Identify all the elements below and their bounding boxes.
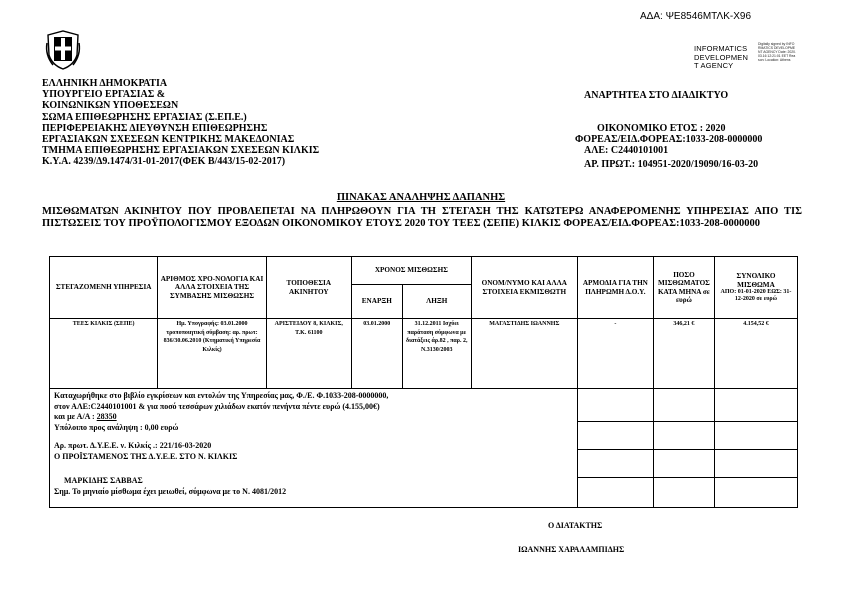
document-title: ΠΙΝΑΚΑΣ ΑΝΑΛΗΨΗΣ ΔΑΠΑΝΗΣ xyxy=(336,192,506,203)
issuer-header: ΕΛΛΗΝΙΚΗ ΔΗΜΟΚΡΑΤΙΑ ΥΠΟΥΡΓΕΙΟ ΕΡΓΑΣΙΑΣ & ΚΟΙΝΩΝΙΚΩΝ ΥΠΟΘΕΣΕΩΝ ΣΩΜΑ ΕΠΙΘΕΩΡΗΣΗΣ ΕΡΓΑΣΙΑΣ (Σ.ΕΠ.Ε.) ΠΕΡΙΦΕΡΕΙΑΚΗΣ ΔΙΕΥΘΥΝΣΗ ΕΠΙΘΕΩΡΗΣΗΣ ΕΡΓΑΣΙΑΚΩΝ ΣΧΕΣΕΩΝ ΚΕΝΤΡΙΚΗΣ ΜΑΚΕΔΟΝΙΑΣ ΤΜΗΜΑ ΕΠΙΘΕΩΡΗΣΗΣ ΕΡΓΑΣΙΑΚΩΝ ΣΧΕΣΕΩΝ ΚΙΛΚΙΣ Κ.Υ.Α. 4239/Δ9.1474/31-01-2017(ΦΕΚ Β/443/15-02-2017) xyxy=(42,78,320,168)
greek-emblem-icon xyxy=(44,29,82,71)
header-total: ΣΥΝΟΛΙΚΟ ΜΙΣΘΩΜΑ ΑΠΟ: 01-01-2020 ΕΩΣ: 31-12-2020 σε ευρώ xyxy=(714,257,797,319)
cell-owner: ΜΑΓΑΣΤΙΔΗΣ ΙΩΑΝΝΗΣ xyxy=(471,319,577,389)
header-contract: ΑΡΙΘΜΟΣ ΧΡΟ-ΝΟΛΟΓΙΑ ΚΑΙ ΑΛΛΑ ΣΤΟΙΧΕΙΑ ΤΗΣ ΣΥΜΒΑΣΗΣ ΜΙΣΘΩΣΗΣ xyxy=(158,257,266,319)
expense-table xyxy=(49,256,798,508)
document-subtitle: ΜΙΣΘΩΜΑΤΩΝ ΑΚΙΝΗΤΟΥ ΠΟΥ ΠΡΟΒΛΕΠΕΤΑΙ ΝΑ ΠΛΗΡΩΘΟΥΝ ΓΙΑ ΤΗ ΣΤΕΓΑΣΗ ΤΗΣ ΚΑΤΩΤΕΡΩ ΑΝΑΦΕΡΟΜΕΝΗΣ ΥΠΗΡΕΣΙΑΣ ΑΠΟ ΤΙΣ ΠΙΣΤΩΣΕΙΣ ΤΟΥ ΠΡΟΫΠΟΛΟΓΙΣΜΟΥ ΕΞΟΔΩΝ ΟΙΚΟΝΟΜΙΚΟΥ ΕΤΟΥΣ 2020 ΤΟΥ ΤΕΕΣ (ΣΕΠΕ) ΚΙΛΚΙΣ ΦΟΡΕΑΣ/ΕΙΔ.ΦΟΡΕΑΣ:1033-208-0000000 xyxy=(42,206,802,229)
cell-authority: - xyxy=(577,319,653,389)
header-authority: ΑΡΜΟΔΙΑ ΓΙΑ ΤΗΝ ΠΛΗΡΩΜΗ Δ.Ο.Υ. xyxy=(577,257,653,319)
cell-total: 4.154,52 € xyxy=(714,319,797,389)
table-row xyxy=(50,319,798,389)
cell-location: ΑΡΙΣΤΕΙΔΟΥ 8, ΚΙΛΚΙΣ, Τ.Κ. 61100 xyxy=(266,319,351,389)
registration-notes: Καταχωρήθηκε στο βιβλίο εγκρίσεων και εντολών της Υπηρεσίας μας, Φ./Ε. Φ.1033-208-0000000, στον ΑΛΕ:C2440101001 & για ποσό τεσσάρων χιλιάδων εκατόν πενήντα πέντε ευρώ (4.155,00€) και με Α/Α : 28350 Υπόλοιπο προς ανάληψη : 0,00 ευρώ Αρ. πρωτ. Δ.Υ.Ε.Ε. ν. Κιλκίς .: 221/16-03-2020 Ο ΠΡΟΪΣΤΑΜΕΝΟΣ ΤΗΣ Δ.Υ.Ε.Ε. ΣΤΟ Ν. ΚΙΛΚΙΣ ΜΑΡΚΙΔΗΣ ΣΑΒΒΑΣ Σημ. Το μηνιαίο μίσθωμα έχει μειωθεί, σύμφωνα με το Ν. 4081/2012 xyxy=(50,389,578,508)
cell-contract: Ημ. Υπογραφής: 03.01.2000 τροποποιητική σύμβαση: αρ. πρωτ: 836/30.06.2010 (Κτηματική Υπηρεσία Κιλκίς) xyxy=(158,319,266,389)
header-location: ΤΟΠΟΘΕΣΙΑ ΑΚΙΝΗΤΟΥ xyxy=(266,257,351,319)
signatory-name: ΙΩΑΝΝΗΣ ΧΑΡΑΛΑΜΠΙΔΗΣ xyxy=(518,545,625,554)
protocol-number: ΑΡ. ΠΡΩΤ.: 104951-2020/19090/16-03-20 xyxy=(584,159,759,170)
agency-name: INFORMATICS DEVELOPMEN T AGENCY xyxy=(694,44,749,70)
fiscal-year: ΟΙΚΟΝΟΜΙΚΟ ΕΤΟΣ : 2020 xyxy=(597,123,726,134)
signatory-title: Ο ΔΙΑΤΑΚΤΗΣ xyxy=(548,521,603,530)
ale-code: ΑΛΕ: C2440101001 xyxy=(584,145,669,156)
publish-note: ΑΝΑΡΤΗΤΕΑ ΣΤΟ ΔΙΑΔΙΚΤΥΟ xyxy=(584,90,729,101)
cell-service: ΤΕΕΣ ΚΙΛΚΙΣ (ΣΕΠΕ) xyxy=(50,319,158,389)
header-monthly: ΠΟΣΟ ΜΙΣΘΩΜΑΤΟΣ ΚΑΤΑ ΜΗΝΑ σε ευρώ xyxy=(653,257,714,319)
digital-signature-stamp: Digitally signed by INFORMATICS DEVELOPMENT AGENCY Date: 2020.03.16 12:21:01 EET Reason: Location: Athens xyxy=(758,42,796,62)
cell-monthly: 346,21 € xyxy=(653,319,714,389)
header-period: ΧΡΟΝΟΣ ΜΙΣΘΩΣΗΣ xyxy=(351,257,471,285)
header-start: ΕΝΑΡΞΗ xyxy=(351,285,402,319)
header-service: ΣΤΕΓΑΖΟΜΕΝΗ ΥΠΗΡΕΣΙΑ xyxy=(50,257,158,319)
cell-end: 31.12.2011 Ισχύει παράταση σύμφωνα με διατάξεις άρ.82 , παρ. 2, Ν.3130/2003 xyxy=(402,319,471,389)
header-owner: ΟΝΟΜ/ΝΥΜΟ ΚΑΙ ΑΛΛΑ ΣΤΟΙΧΕΙΑ ΕΚΜΙΣΘΩΤΗ xyxy=(471,257,577,319)
ada-code: ΑΔΑ: ΨΕ8546ΜΤΛΚ-Χ96 xyxy=(640,11,752,22)
header-end: ΛΗΞΗ xyxy=(402,285,471,319)
cell-start: 03.01.2000 xyxy=(351,319,402,389)
agency-code: ΦΟΡΕΑΣ/ΕΙΔ.ΦΟΡΕΑΣ:1033-208-0000000 xyxy=(575,134,763,145)
